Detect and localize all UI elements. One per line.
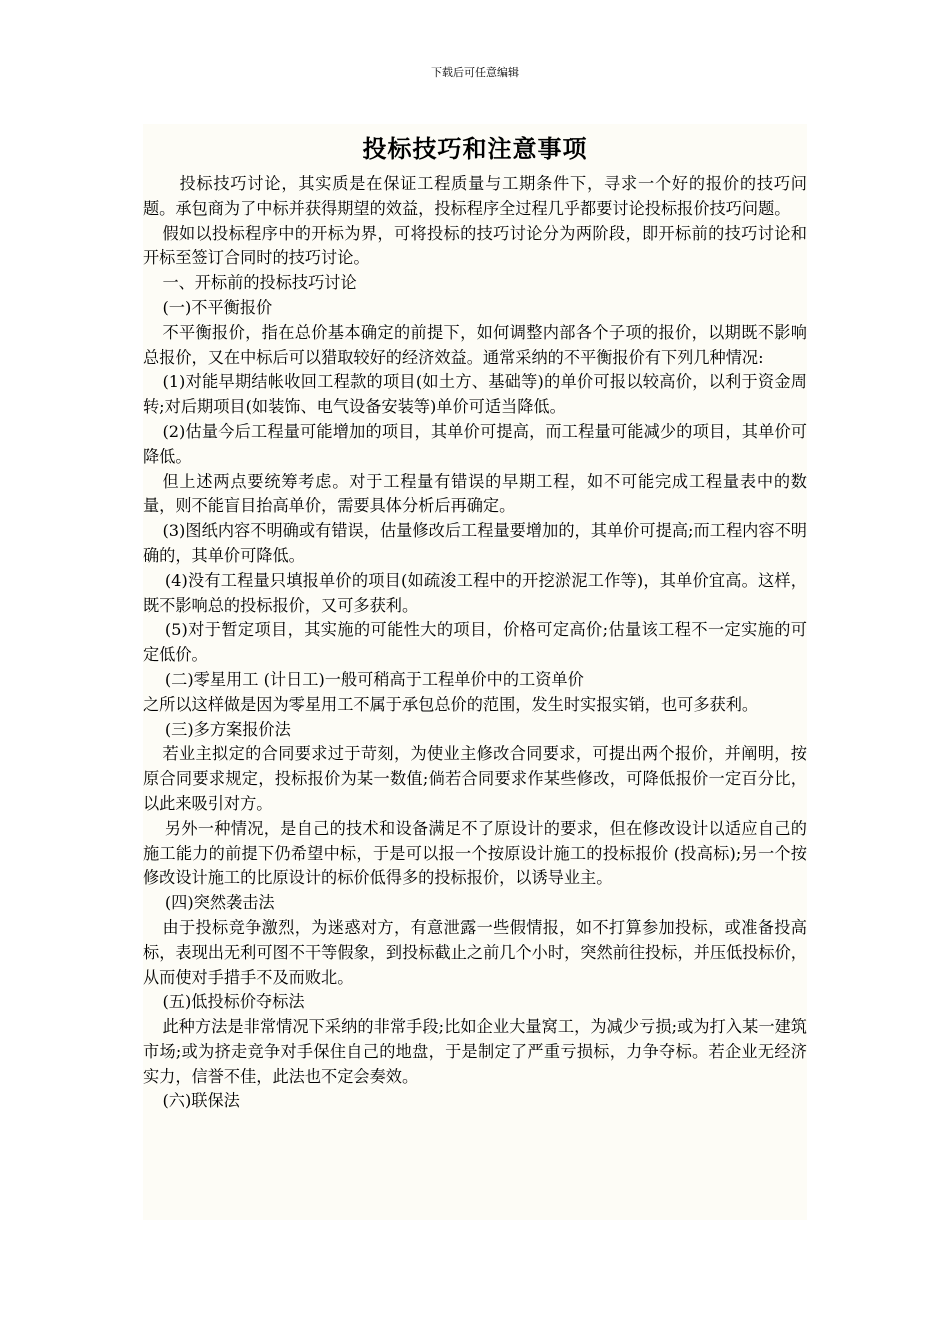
subsection-heading-2: (二)零星用工 (计日工)一般可稍高于工程单价中的工资单价 — [164, 669, 584, 689]
page-header-note: 下载后可任意编辑 — [431, 66, 519, 79]
paragraph-note: 但上述两点要统筹考虑。对于工程量有错误的早期工程，如不可能完成工程量表中的数量，则不能盲目抬高单价，需要具体分析后再确定。 — [143, 471, 807, 516]
section-heading-1: 一、开标前的投标技巧讨论 — [162, 273, 357, 293]
paragraph-intro: 投标技巧讨论，其实质是在保证工程质量与工期条件下，寻求一个好的报价的技巧问题。承包商为了中标并获得期望的效益，投标程序全过程几乎都要讨论投标报价技巧问题。 — [143, 174, 807, 218]
paragraph-unbalanced-bid: 不平衡报价，指在总价基本确定的前提下，如何调整内部各个子项的报价，以期既不影响总报价，又在中标后可以猎取较好的经济效益。通常采纳的不平衡报价有下列几种情况: — [143, 322, 807, 367]
document-body — [143, 124, 807, 1220]
subsection-heading-4: (四)突然袭击法 — [164, 893, 275, 913]
list-item-2: (2)估量今后工程量可能增加的项目，其单价可提高，而工程量可能减少的项目，其单价可降低。 — [143, 421, 807, 466]
paragraph-multi-plan: 若业主拟定的合同要求过于苛刻，为使业主修改合同要求，可提出两个报价，并阐明，按原合同要求规定，投标报价为某一数值;倘若合同要求作某些修改，可降低报价一定百分比，以此来吸引对方。 — [143, 744, 807, 813]
document-title: 投标技巧和注意事项 — [362, 134, 588, 163]
paragraph-alt-design: 另外一种情况，是自己的技术和设备满足不了原设计的要求，但在修改设计以适应自己的施工能力的前提下仍希望中标，于是可以报一个按原设计施工的投标报价 (投高标);另一个按修改设计施工的比原设计的标价低得多的投标报价，以诱导业主。 — [143, 818, 807, 888]
paragraph-day-work: 之所以这样做是因为零星用工不属于承包总价的范围，发生时实报实销，也可多获利。 — [143, 694, 759, 714]
list-item-4: (4)没有工程量只填报单价的项目(如疏浚工程中的开挖淤泥工作等)，其单价宜高。这样，既不影响总的投标报价，又可多获利。 — [143, 570, 807, 615]
subsection-heading-5: (五)低投标价夺标法 — [162, 992, 305, 1012]
paragraph-low-bid: 此种方法是非常情况下采纳的非常手段;比如企业大量窝工，为减少亏损;或为打入某一建筑市场;或为挤走竞争对手保住自己的地盘，于是制定了严重亏损标，力争夺标。若企业无经济实力，信誉不佳，此法也不定会奏效。 — [143, 1017, 807, 1086]
list-item-5: (5)对于暂定项目，其实施的可能性大的项目，价格可定高价;估量该工程不一定实施的可定低价。 — [143, 620, 807, 665]
paragraph-surprise: 由于投标竞争激烈，为迷惑对方，有意泄露一些假情报，如不打算参加投标，或准备投高标，表现出无利可图不干等假象，到投标截止之前几个小时，突然前往投标，并压低投标价，从而使对手措手不及而败北。 — [143, 917, 807, 987]
list-item-1: (1)对能早期结帐收回工程款的项目(如土方、基础等)的单价可报以较高价，以利于资金周转;对后期项目(如装饰、电气设备安装等)单价可适当降低。 — [143, 372, 807, 417]
subsection-heading-1: (一)不平衡报价 — [162, 297, 273, 317]
subsection-heading-3: (三)多方案报价法 — [164, 719, 291, 739]
list-item-3: (3)图纸内容不明确或有错误，估量修改后工程量要增加的，其单价可提高;而工程内容不明确的，其单价可降低。 — [143, 521, 807, 565]
subsection-heading-6: (六)联保法 — [162, 1091, 240, 1111]
paragraph-stages: 假如以投标程序中的开标为界，可将投标的技巧讨论分为两阶段，即开标前的技巧讨论和开标至签订合同时的技巧讨论。 — [143, 223, 807, 268]
